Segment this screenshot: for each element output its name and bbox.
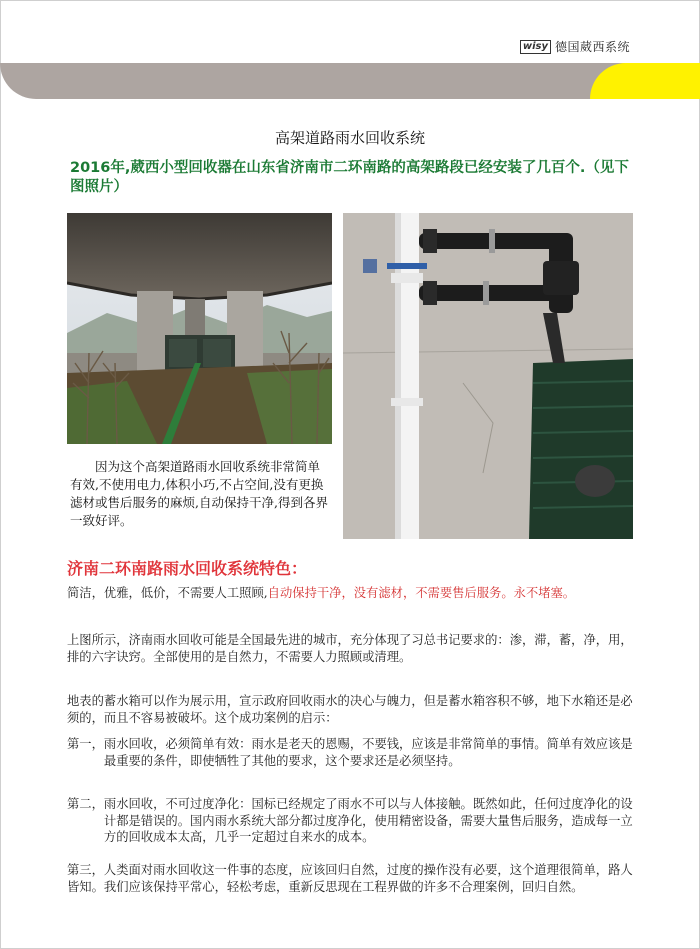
page-title: 高架道路雨水回收系统 — [274, 129, 425, 147]
header-band-yellow — [590, 63, 700, 99]
intro-text: 2016年,葳西小型回收器在山东省济南市二环南路的高架路段已经安装了几百个.（见下图照片） — [70, 160, 629, 195]
point-1-label: 第一， — [67, 737, 104, 751]
photo-caption: 因为这个高架道路雨水回收系统非常简单有效,不使用电力,体积小巧,不占空间,没有更换滤材或售后服务的麻烦,自动保持干净,得到各界一致好评。 — [70, 459, 328, 528]
section-heading: 济南二环南路雨水回收系统特色： — [67, 559, 308, 578]
closing-paragraph: 第三，人类面对雨水回收这一件事的态度，应该回归自然，过度的操作没有必要，这个道理很简单，路人皆知。我们应该保持平常心，轻松考虑，重新反思现在工程界做的许多不合理案例，回归自然。 — [67, 863, 633, 894]
point-2-label: 第二， — [67, 797, 104, 811]
brand-name: 德国葳西系统 — [554, 40, 630, 54]
header-band — [0, 63, 700, 99]
point-2-text: 雨水回收，不可过度净化：国标已经规定了雨水不可以与人体接触。既然如此，任何过度净化的设计都是错误的。国内雨水系统大部分都过度净化，使用精密设备，需要大量售后服务，造成每一立方的回收成本太高，几乎一定超过自来水的成本。 — [103, 797, 633, 844]
elevated-road-photo — [67, 213, 332, 444]
downpipe-collector-photo — [343, 213, 633, 539]
header-band-gray — [0, 63, 625, 99]
features-highlight: 自动保持干净，没有滤材，不需要售后服务。永不堵塞。 — [267, 586, 576, 600]
brand-header — [520, 38, 630, 55]
point-1-text: 雨水回收，必须简单有效：雨水是老天的恩赐，不要钱，应该是非常简单的事情。简单有效应该是最重要的条件，即使牺牲了其他的要求，这个要求还是必须坚持。 — [103, 737, 633, 768]
features-paragraph — [67, 585, 633, 602]
paragraph-2: 地表的蓄水箱可以作为展示用，宣示政府回收雨水的决心与魄力，但是蓄水箱容积不够，地下水箱还是必须的，而且不容易被破坏。这个成功案例的启示： — [67, 694, 633, 725]
point-2 — [67, 796, 633, 846]
brand-logo: wisy — [520, 40, 551, 54]
elevated-road-illustration — [67, 213, 332, 444]
features-plain: 简洁，优雅，低价，不需要人工照顾, — [67, 586, 268, 600]
paragraph-1: 上图所示，济南雨水回收可能是全国最先进的城市，充分体现了习总书记要求的：渗，滞，蓄，净，用，排的六字诀窍。全部使用的是自然力，不需要人力照顾或清理。 — [67, 633, 633, 664]
point-1 — [67, 736, 633, 769]
downpipe-collector-illustration — [343, 213, 633, 539]
